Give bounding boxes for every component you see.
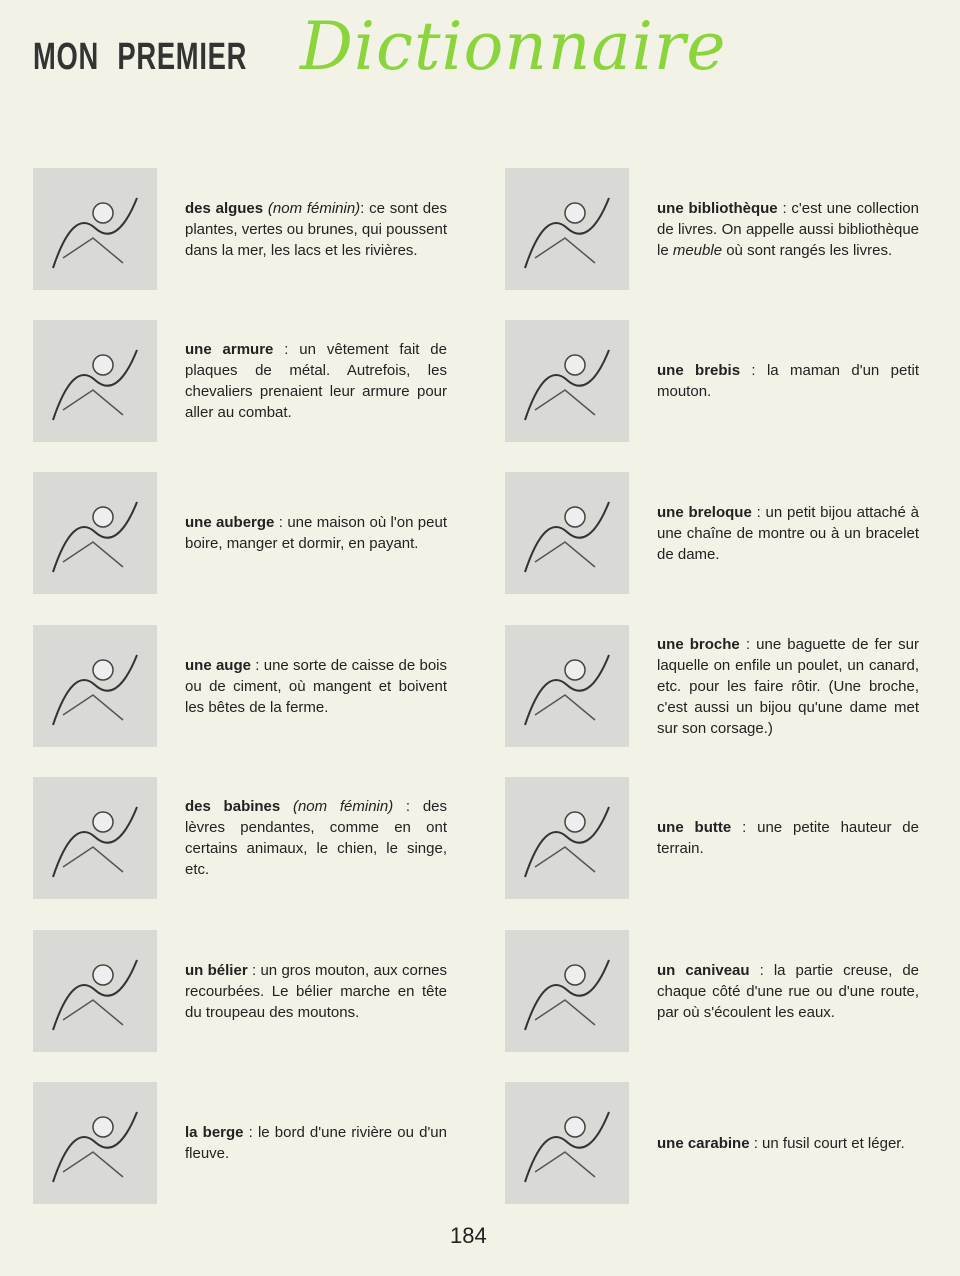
- dog-illustration: [33, 777, 157, 899]
- dictionary-entry: [33, 320, 473, 444]
- rifle-illustration: [505, 1082, 629, 1204]
- ram-illustration: [33, 930, 157, 1052]
- dictionary-entry: [505, 777, 945, 901]
- sheep-illustration: [505, 320, 629, 442]
- seaweed-illustration: [33, 168, 157, 290]
- definition-text: : des lèvres pendantes, comme en ont certains animaux, le chien, le singe, etc.: [185, 798, 447, 878]
- definition-text: : un petit bijou attaché à une chaîne de montre ou à un bracelet de dame.: [657, 503, 919, 563]
- entry-term: une butte: [657, 819, 732, 836]
- dictionary-entry: [33, 168, 473, 292]
- definition-text: : un gros mouton, aux cornes recourbées. Le bélier marche en tête du troupeau des moutons.: [185, 961, 447, 1021]
- definition-text: : le bord d'une rivière ou d'un fleuve.: [185, 1124, 447, 1162]
- definition-text: : c'est une collection de livres. On appelle aussi bibliothèque le: [657, 199, 919, 259]
- entry-term: un bélier: [185, 961, 248, 979]
- gutter-illustration: [505, 930, 629, 1052]
- header-script-title: Dictionnaire: [300, 8, 727, 85]
- definition-text: où sont rangés les livres.: [722, 241, 893, 259]
- definition-text: : une sorte de caisse de bois ou de ciment, où mangent et boivent les bêtes de la ferme.: [185, 656, 447, 716]
- dictionary-entry: [505, 930, 945, 1054]
- entry-note: (nom féminin): [267, 199, 361, 217]
- dictionary-entry: [33, 777, 473, 901]
- entry-term: une breloque: [657, 503, 752, 521]
- spit-illustration: [505, 625, 629, 747]
- dictionary-entry: [505, 625, 945, 749]
- riverbank-illustration: [33, 1082, 157, 1204]
- entry-term: la berge: [185, 1124, 244, 1141]
- dictionary-entry: [505, 472, 945, 596]
- dictionary-entry: [33, 625, 473, 749]
- page-number: 184: [450, 1223, 487, 1248]
- definition-text: : la partie creuse, de chaque côté d'une rue ou d'une route, par où s'écoulent les eaux.: [657, 961, 920, 1021]
- definition-text: meuble: [672, 241, 723, 259]
- definition-text: : ce sont des plantes, vertes ou brunes, qui poussent dans la mer, les lacs et les rivières.: [185, 199, 447, 259]
- entry-term: une armure: [185, 341, 274, 358]
- entry-term: une brebis: [657, 362, 741, 379]
- definition-text: : la maman d'un petit mouton.: [657, 362, 919, 400]
- bookcase-illustration: [505, 168, 629, 290]
- dictionary-entry: [505, 168, 945, 292]
- dictionary-entry: [33, 930, 473, 1054]
- armor-illustration: [33, 320, 157, 442]
- header-title: MON PREMIER: [33, 36, 248, 78]
- dictionary-entry: [33, 1082, 473, 1206]
- definition-text: : une maison où l'on peut boire, manger et dormir, en payant.: [185, 514, 447, 552]
- entry-term: une carabine: [657, 1134, 750, 1152]
- entry-term: une bibliothèque: [657, 199, 778, 217]
- entry-term: une broche: [657, 635, 740, 653]
- definition-text: : une petite hauteur de terrain.: [657, 819, 919, 857]
- inn-illustration: [33, 472, 157, 594]
- entry-term: une auge: [185, 656, 251, 674]
- definition-text: : un fusil court et léger.: [749, 1134, 905, 1152]
- entry-term: une auberge: [185, 514, 275, 531]
- dictionary-entry: [505, 320, 945, 444]
- trough-illustration: [33, 625, 157, 747]
- charm-bracelet-illustration: [505, 472, 629, 594]
- definition-text: : une baguette de fer sur laquelle on enfile un poulet, un canard, etc. pour les faire rôtir. (Une broche, c'est aussi un bijou qu'une dame met sur son corsage.): [657, 635, 919, 737]
- entry-term: des babines: [185, 798, 281, 815]
- entry-term: un caniveau: [657, 961, 750, 979]
- definition-text: : un vêtement fait de plaques de métal. Autrefois, les chevaliers prenaient leur armure pour aller au combat.: [185, 341, 447, 421]
- entry-term: des algues: [185, 199, 264, 217]
- hill-illustration: [505, 777, 629, 899]
- dictionary-entry: [33, 472, 473, 596]
- dictionary-entry: [505, 1082, 945, 1206]
- entry-note: (nom féminin): [292, 798, 394, 815]
